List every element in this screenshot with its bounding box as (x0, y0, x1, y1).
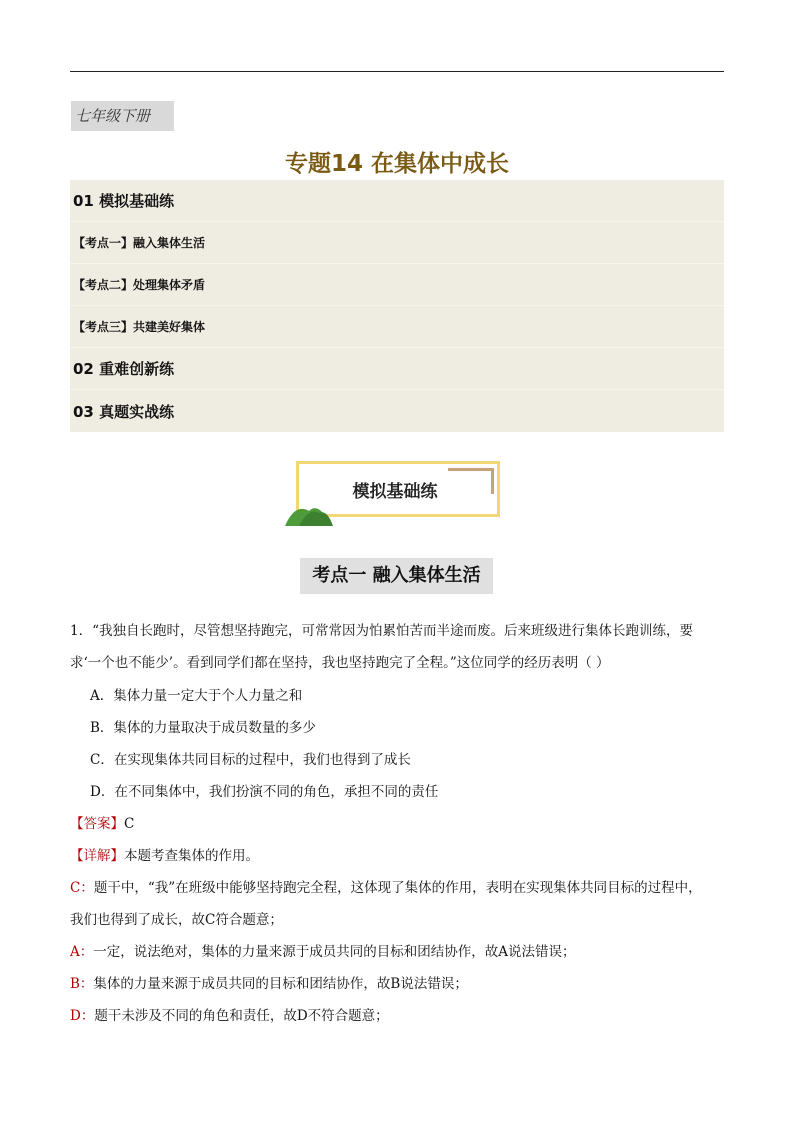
detail-d-prefix: D： (70, 1008, 95, 1024)
option-a: A．集体力量一定大于个人力量之和 (90, 688, 303, 704)
page-title: 专题14 在集体中成长 (284, 151, 509, 177)
detail-c-prefix: C： (70, 880, 94, 896)
detail-d-text: 题干未涉及不同的角色和责任，故D不符合题意； (94, 1008, 389, 1024)
question-text-line: 求‘一个也不能少’。看到同学们都在坚持，我也坚持跑完了全程。”这位同学的经历表明（ ） (70, 655, 610, 671)
badge-accent-line (448, 468, 494, 471)
detail-b-text: 集体的力量来源于成员共同的目标和团结协作，故B说法错误； (93, 976, 468, 992)
detail-c-line (70, 876, 702, 896)
table-of-contents (70, 180, 724, 432)
detail-intro: 本题考查集体的作用。 (124, 848, 259, 864)
kaodian-title: 考点一 融入集体生活 (300, 558, 493, 594)
answer-value: C (124, 816, 135, 832)
grade-label: 七年级下册 (71, 101, 174, 131)
detail-b-prefix: B： (70, 976, 94, 992)
toc-item[interactable]: 02 重难创新练 (70, 348, 724, 390)
option-d: D．在不同集体中，我们扮演不同的角色，承担不同的责任 (90, 784, 439, 800)
option-b: B．集体的力量取决于成员数量的多少 (90, 720, 316, 736)
detail-d-line (70, 1004, 389, 1024)
option-c: C．在实现集体共同目标的过程中，我们也得到了成长 (90, 752, 411, 768)
detail-a-line (70, 940, 576, 960)
detail-a-text: 一定，说法绝对，集体的力量来源于成员共同的目标和团结协作，故A说法错误； (93, 944, 576, 960)
detail-line (70, 844, 259, 864)
answer-tag: 【答案】 (70, 816, 124, 832)
section-badge (285, 461, 505, 526)
toc-item[interactable]: 【考点一】融入集体生活 (70, 222, 724, 264)
detail-c-text: 题干中，“我”在班级中能够坚持跑完全程，这体现了集体的作用，表明在实现集体共同目标的过程中， (93, 880, 702, 896)
toc-item[interactable]: 03 真题实战练 (73, 402, 175, 421)
detail-c-line2: 我们也得到了成长，故C符合题意； (70, 912, 283, 928)
toc-item[interactable]: 【考点二】处理集体矛盾 (70, 264, 724, 306)
detail-a-prefix: A： (70, 944, 94, 960)
section-badge-label: 模拟基础练 (352, 482, 438, 502)
header-rule (70, 71, 724, 72)
toc-item[interactable]: 01 模拟基础练 (70, 180, 724, 222)
detail-tag: 【详解】 (70, 848, 124, 864)
question-text-line: 1．“我独自长跑时，尽管想坚持跑完，可常常因为怕累怕苦而半途而废。后来班级进行集体长跑训练，要 (70, 623, 693, 639)
detail-b-line (70, 972, 468, 992)
answer-line (70, 812, 134, 832)
toc-item[interactable]: 【考点三】共建美好集体 (70, 306, 724, 348)
